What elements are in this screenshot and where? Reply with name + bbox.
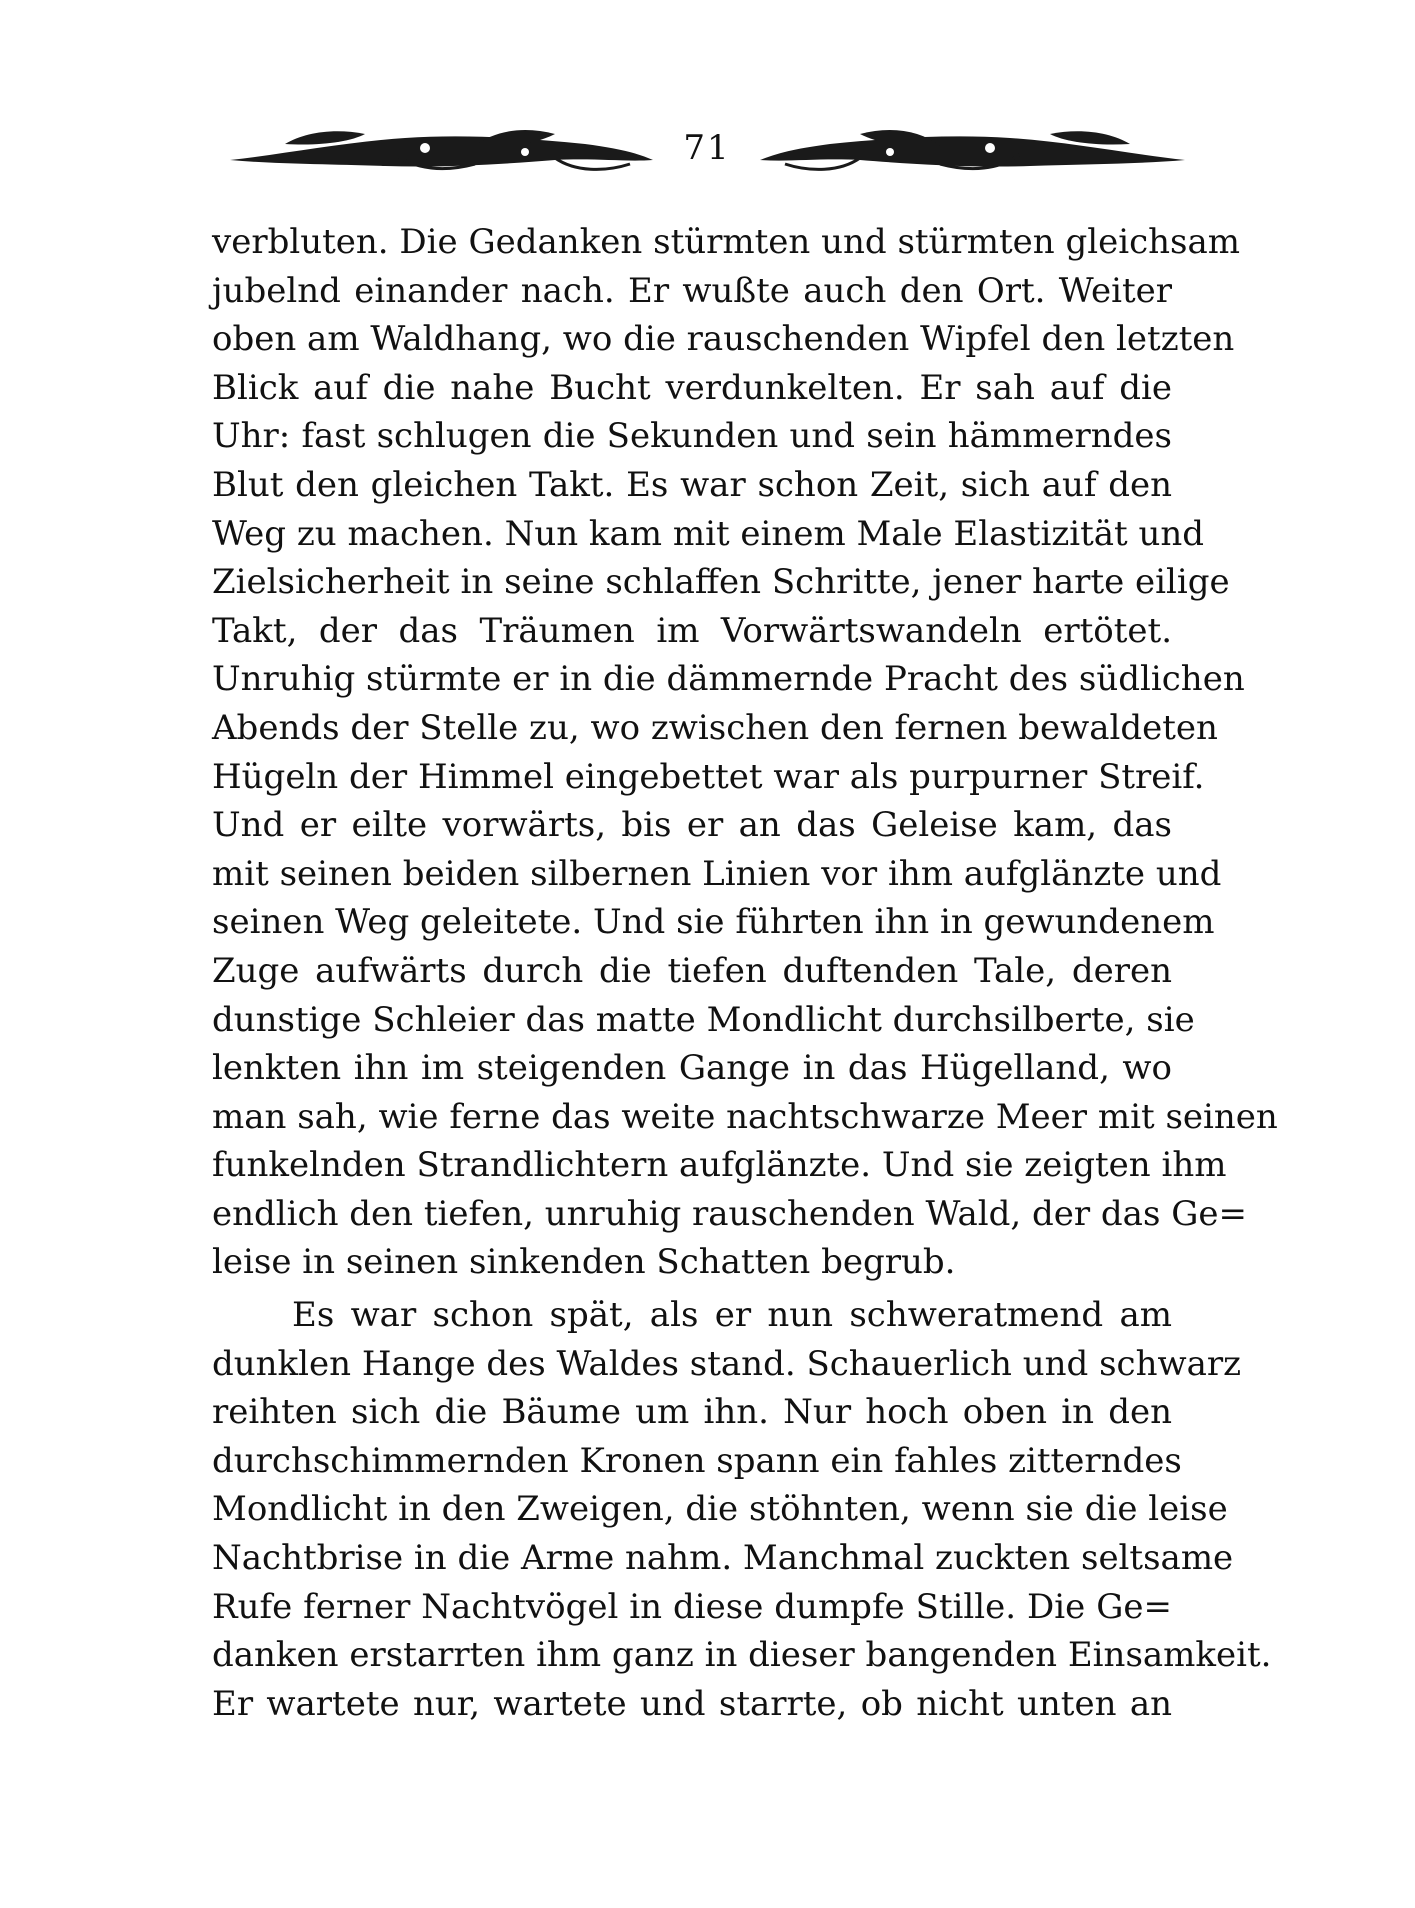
body-text	[212, 218, 1278, 1728]
text-line: reihten sich die Bäume um ihn. Nur hoch oben in den	[212, 1392, 1172, 1433]
text-line: Und er eilte vorwärts, bis er an das Geleise kam, das	[212, 805, 1172, 846]
text-line: man sah, wie ferne das weite nachtschwarze Meer mit seinen	[212, 1096, 1278, 1137]
page-number: 71	[683, 128, 731, 168]
text-line: Hügeln der Himmel eingebettet war als purpurner Streif.	[212, 756, 1205, 797]
text-line: funkelnden Strandlichtern aufglänzte. Und sie zeigten ihm	[212, 1145, 1227, 1186]
paragraph-1	[212, 218, 1278, 1287]
text-line: Abends der Stelle zu, wo zwischen den fernen bewaldeten	[212, 707, 1218, 748]
text-line: oben am Waldhang, wo die rauschenden Wipfel den letzten	[212, 319, 1235, 360]
text-line: Nachtbrise in die Arme nahm. Manchmal zuckten seltsame	[212, 1538, 1234, 1579]
text-line: Mondlicht in den Zweigen, die stöhnten, wenn sie die leise	[212, 1489, 1228, 1530]
text-line: Uhr: fast schlugen die Sekunden und sein hämmerndes	[212, 416, 1172, 457]
text-line: dunstige Schleier das matte Mondlicht durchsilberte, sie	[212, 999, 1195, 1040]
text-line: Es war schon spät, als er nun schweratmend am	[292, 1295, 1172, 1336]
text-line: jubelnd einander nach. Er wußte auch den Ort. Weiter	[212, 270, 1172, 311]
text-line: seinen Weg geleitete. Und sie führten ihn in gewundenem	[212, 902, 1215, 943]
text-line: Weg zu machen. Nun kam mit einem Male Elastizität und	[212, 513, 1205, 554]
page-header	[225, 118, 1190, 178]
text-line: mit seinen beiden silbernen Linien vor ihm aufglänzte und	[212, 853, 1222, 894]
floral-ornament-right	[755, 124, 1190, 174]
text-line: Blut den gleichen Takt. Es war schon Zeit, sich auf den	[212, 464, 1172, 505]
text-line: endlich den tiefen, unruhig rauschenden Wald, der das Ge=	[212, 1193, 1247, 1234]
floral-ornament-left	[225, 124, 655, 174]
text-line: leise in seinen sinkenden Schatten begrub.	[212, 1242, 956, 1283]
text-line: Unruhig stürmte er in die dämmernde Pracht des südlichen	[212, 659, 1245, 700]
text-line: Zuge aufwärts durch die tiefen duftenden Tale, deren	[212, 950, 1172, 991]
text-line: Takt, der das Träumen im Vorwärtswandeln ertötet.	[212, 610, 1172, 651]
text-line: danken erstarrten ihm ganz in dieser bangenden Einsamkeit.	[212, 1635, 1272, 1676]
text-line: dunklen Hange des Waldes stand. Schauerlich und schwarz	[212, 1343, 1242, 1384]
text-line: verbluten. Die Gedanken stürmten und stürmten gleichsam	[212, 222, 1241, 262]
text-line: Blick auf die nahe Bucht verdunkelten. Er sah auf die	[212, 367, 1172, 408]
text-line: Rufe ferner Nachtvögel in diese dumpfe Stille. Die Ge=	[212, 1586, 1172, 1627]
text-line: Er wartete nur, wartete und starrte, ob nicht unten an	[212, 1683, 1172, 1724]
text-line: lenkten ihn im steigenden Gange in das Hügelland, wo	[212, 1048, 1172, 1089]
paragraph-2	[212, 1291, 1272, 1728]
text-line: Zielsicherheit in seine schlaffen Schritte, jener harte eilige	[212, 562, 1230, 603]
text-line: durchschimmernden Kronen spann ein fahles zitterndes	[212, 1440, 1182, 1481]
